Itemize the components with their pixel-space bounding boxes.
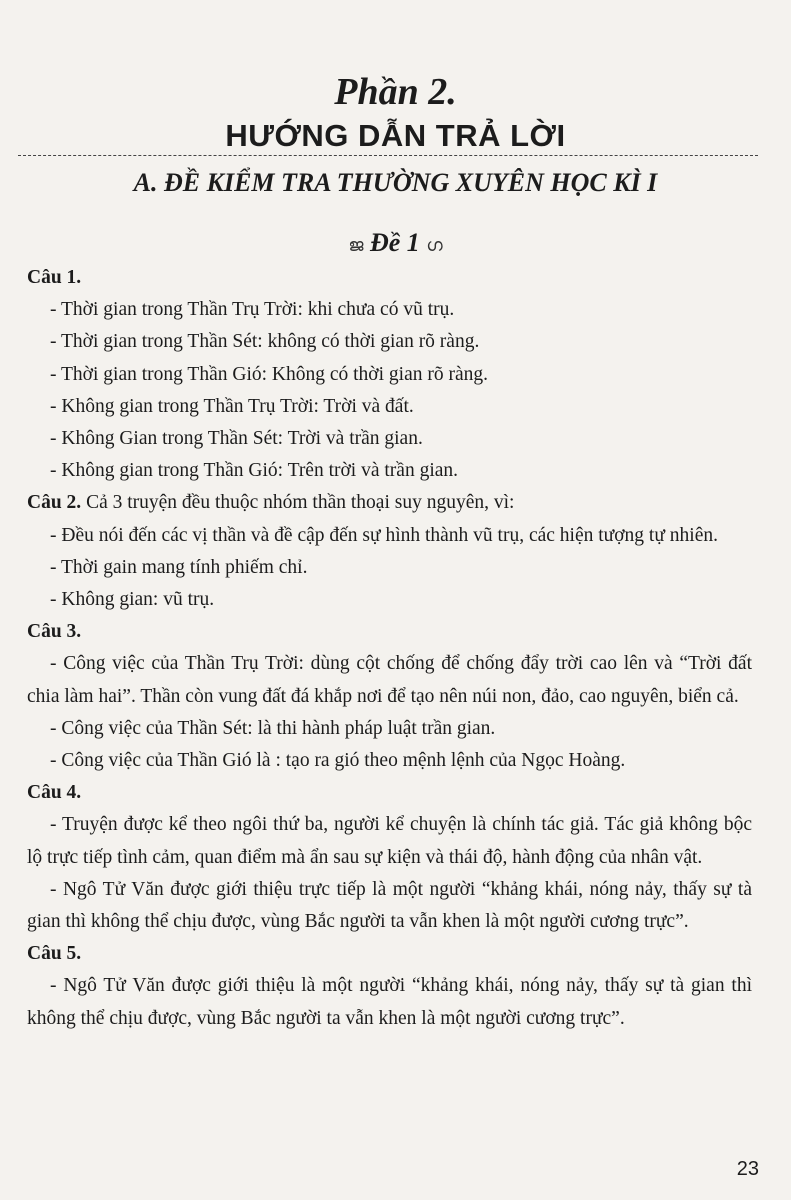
list-item: - Công việc của Thần Gió là : tạo ra gió theo mệnh lệnh của Ngọc Hoàng.	[50, 750, 626, 772]
question-1-label: Câu 1.	[27, 267, 82, 288]
list-item: - Truyện được kể theo ngôi thứ ba, người kể chuyện là chính tác giả. Tác giả không bộc lộ trực tiếp tình cảm, quan điểm mà ẩn sau sự kiện và thái độ, hành động của nhân vật.	[27, 814, 752, 868]
list-item: - Ngô Tử Văn được giới thiệu trực tiếp là một người “khảng khái, nóng nảy, thấy sự tà gian thì không thể chịu được, vùng Bắc người ta vẫn khen là một người cương trực”.	[27, 878, 752, 933]
list-item: - Công việc của Thần Sét: là thi hành pháp luật trần gian.	[50, 717, 496, 739]
list-item: - Thời gian trong Thần Sét: không có thời gian rõ ràng.	[50, 331, 480, 353]
list-item: - Không gian trong Thần Gió: Trên trời và trần gian.	[50, 460, 459, 482]
list-item: - Đều nói đến các vị thần và đề cập đến sự hình thành vũ trụ, các hiện tượng tự nhiên.	[50, 524, 718, 546]
part-title: Phần 2.	[334, 71, 457, 113]
list-item: - Thời gian trong Thần Gió: Không có thời gian rõ ràng.	[50, 363, 488, 385]
ornament-right-icon: ഗ	[426, 235, 443, 255]
question-2-line	[27, 487, 752, 519]
section-title: A. ĐỀ KIỂM TRA THƯỜNG XUYÊN HỌC KÌ I	[133, 168, 658, 197]
page-number: 23	[736, 1158, 759, 1180]
ornament-left-icon: ജ	[348, 235, 364, 255]
list-item: - Ngô Tử Văn được giới thiệu là một người “khảng khái, nóng nảy, thấy sự tà gian thì không thể chịu được, vùng Bắc người ta vẫn khen là một người cương trực”.	[27, 975, 752, 1029]
list-item: - Thời gian trong Thần Trụ Trời: khi chưa có vũ trụ.	[50, 299, 455, 321]
list-item: - Không gian: vũ trụ.	[50, 589, 215, 611]
list-item: - Thời gain mang tính phiếm chỉ.	[50, 556, 308, 578]
question-2-label: Câu 2.	[27, 492, 82, 514]
main-title: HƯỚNG DẪN TRẢ LỜI	[225, 118, 566, 153]
list-item: - Công việc của Thần Trụ Trời: dùng cột chống để chống đẩy trời cao lên và “Trời đất chia làm hai”. Thần còn vung đất đá khắp nơi để tạo nên núi non, đảo, cao nguyên, biển cả.	[27, 653, 752, 707]
question-3-label: Câu 3.	[27, 621, 82, 643]
question-2-intro: Cả 3 truyện đều thuộc nhóm thần thoại suy nguyên, vì:	[86, 492, 515, 514]
list-item: - Không gian trong Thần Trụ Trời: Trời và đất.	[50, 395, 414, 417]
question-4-label: Câu 4.	[27, 782, 82, 804]
question-5-label: Câu 5.	[27, 943, 82, 965]
exam-title	[0, 228, 791, 258]
exam-label: Đề 1	[369, 228, 420, 257]
dashed-divider	[18, 155, 758, 156]
answer-content	[27, 262, 752, 1035]
list-item: - Không Gian trong Thần Sét: Trời và trần gian.	[50, 428, 423, 450]
